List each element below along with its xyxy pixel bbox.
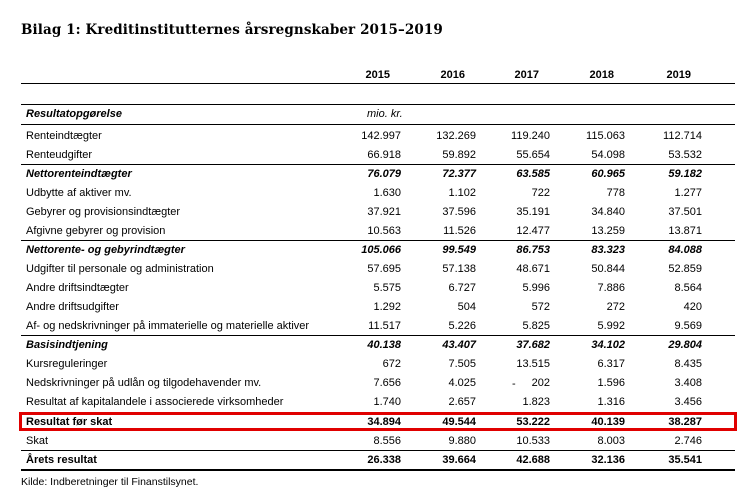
table-bottom-rule [21, 469, 735, 471]
table-row [21, 355, 735, 373]
row-value: 57.695 [367, 263, 401, 275]
table-row [21, 298, 735, 316]
row-value: 63.585 [516, 168, 550, 180]
row-value: 84.088 [668, 244, 702, 256]
row-value: 202 [531, 377, 550, 389]
row-value: 7.886 [597, 282, 625, 294]
row-label: Basisindtjening [26, 339, 108, 351]
row-value: 72.377 [442, 168, 476, 180]
row-value: 3.456 [674, 396, 702, 408]
row-value: 13.871 [668, 225, 702, 237]
row-label: Udgifter til personale og administration [26, 263, 214, 275]
row-value: 115.063 [586, 130, 625, 142]
row-value: 83.323 [591, 244, 625, 256]
row-value: 105.066 [361, 244, 401, 256]
row-value: 55.654 [516, 149, 550, 161]
page-title: Bilag 1: Kreditinstitutternes årsregnskaber 2015–2019 [21, 22, 443, 38]
row-value: 66.918 [367, 149, 401, 161]
row-value: 8.435 [674, 358, 702, 370]
row-value: 59.182 [668, 168, 702, 180]
year-header-2018: 2018 [589, 69, 614, 81]
row-value: 8.564 [674, 282, 702, 294]
row-value: 60.965 [591, 168, 625, 180]
highlight-box [19, 412, 737, 431]
row-value: 48.671 [516, 263, 550, 275]
row-value: 1.292 [373, 301, 401, 313]
table-row [21, 260, 735, 278]
year-header-2017: 2017 [514, 69, 539, 81]
row-value: 26.338 [367, 454, 401, 466]
row-value: 37.921 [367, 206, 401, 218]
row-value: 11.526 [443, 225, 476, 237]
row-value: 99.549 [442, 244, 476, 256]
row-value: 35.541 [668, 454, 702, 466]
row-value: 13.515 [516, 358, 550, 370]
table-row [21, 241, 735, 259]
row-value: 13.259 [591, 225, 625, 237]
row-value: 34.840 [591, 206, 625, 218]
row-label: Resultat før skat [26, 416, 113, 428]
row-value: 53.532 [668, 149, 702, 161]
row-value: 1.102 [448, 187, 476, 199]
row-value: 119.240 [511, 130, 550, 142]
table-row [21, 203, 735, 221]
row-value: 504 [457, 301, 476, 313]
row-value: 8.556 [373, 435, 401, 447]
row-value: 9.569 [674, 320, 702, 332]
row-value: 112.714 [663, 130, 702, 142]
row-value: 420 [683, 301, 702, 313]
row-value: 12.477 [516, 225, 550, 237]
year-header-2019: 2019 [666, 69, 691, 81]
row-value: 10.533 [516, 435, 550, 447]
row-label: Renteudgifter [26, 149, 93, 161]
section-rule [21, 104, 735, 105]
row-value: 6.317 [597, 358, 625, 370]
row-value: 49.544 [442, 416, 476, 428]
row-value: 34.894 [367, 416, 401, 428]
row-value: 5.226 [448, 320, 476, 332]
row-value: 40.138 [367, 339, 401, 351]
row-label: Af- og nedskrivninger på immaterielle og materielle aktiver [26, 320, 310, 332]
row-value: 5.825 [522, 320, 550, 332]
unit-label: mio. kr. [367, 108, 403, 120]
row-value: 59.892 [442, 149, 476, 161]
table-row [21, 374, 735, 392]
row-value: 132.269 [436, 130, 476, 142]
row-label: Resultat af kapitalandele i associerede virksomheder [26, 396, 284, 408]
row-value: 5.992 [597, 320, 625, 332]
row-value: 76.079 [367, 168, 401, 180]
row-value: 6.727 [448, 282, 476, 294]
row-value: 1.316 [597, 396, 625, 408]
row-value: 11.517 [368, 320, 401, 332]
row-value: 10.563 [367, 225, 401, 237]
row-value: 57.138 [442, 263, 476, 275]
table-row [21, 432, 735, 450]
row-label: Nettorente- og gebyrindtægter [26, 244, 185, 256]
header-rule [21, 83, 735, 84]
table-row [21, 184, 735, 202]
row-value: 4.025 [448, 377, 476, 389]
row-value: 37.596 [442, 206, 476, 218]
row-value: 52.859 [668, 263, 702, 275]
row-value: 272 [606, 301, 625, 313]
table-row [21, 451, 735, 469]
row-value: 572 [531, 301, 550, 313]
row-value: 7.656 [373, 377, 401, 389]
row-value: 9.880 [448, 435, 476, 447]
row-value: 38.287 [668, 416, 702, 428]
row-value: 2.746 [674, 435, 702, 447]
row-value: 34.102 [591, 339, 625, 351]
row-value: 53.222 [516, 416, 550, 428]
row-value: 722 [531, 187, 550, 199]
row-value: 54.098 [591, 149, 625, 161]
year-header-2016: 2016 [440, 69, 465, 81]
row-value: 35.191 [516, 206, 550, 218]
row-label: Andre driftsudgifter [26, 301, 119, 313]
section-title: Resultatopgørelse [26, 108, 122, 120]
table-row [21, 336, 735, 354]
row-value: 1.596 [597, 377, 625, 389]
row-value: 37.501 [668, 206, 702, 218]
row-value: 1.823 [522, 396, 550, 408]
row-label: Nedskrivninger på udlån og tilgodehavender mv. [26, 377, 262, 389]
table-row [21, 127, 735, 145]
row-value: 8.003 [597, 435, 625, 447]
row-value: 42.688 [516, 454, 550, 466]
row-value: 29.804 [668, 339, 702, 351]
table-row [21, 146, 735, 164]
year-header-2015: 2015 [365, 69, 390, 81]
row-value: 5.996 [522, 282, 550, 294]
row-label: Andre driftsindtægter [26, 282, 129, 294]
table-row [21, 317, 735, 335]
row-label: Renteindtægter [26, 130, 102, 142]
row-value: 1.630 [373, 187, 401, 199]
row-value: 3.408 [674, 377, 702, 389]
row-label: Udbytte af aktiver mv. [26, 187, 132, 199]
table-row [21, 165, 735, 183]
table-row [21, 222, 735, 240]
row-value: 37.682 [516, 339, 550, 351]
row-value: 86.753 [516, 244, 550, 256]
row-label: Kursreguleringer [26, 358, 108, 370]
table-row [21, 279, 735, 297]
row-label: Afgivne gebyrer og provision [26, 225, 166, 237]
row-value: 1.277 [674, 187, 702, 199]
row-value: 5.575 [373, 282, 401, 294]
row-value: 7.505 [448, 358, 476, 370]
dash-mark: - [512, 378, 516, 390]
row-value: 50.844 [591, 263, 625, 275]
row-value: 32.136 [591, 454, 625, 466]
table-row [21, 393, 735, 411]
table-top-rule [21, 124, 735, 125]
row-label: Årets resultat [26, 454, 97, 466]
row-value: 1.740 [373, 396, 401, 408]
row-value: 142.997 [361, 130, 401, 142]
row-value: 2.657 [448, 396, 476, 408]
row-label: Nettorenteindtægter [26, 168, 132, 180]
row-value: 672 [382, 358, 401, 370]
row-label: Skat [26, 435, 49, 447]
row-value: 778 [606, 187, 625, 199]
source-note: Kilde: Indberetninger til Finanstilsynet. [21, 476, 199, 488]
row-value: 40.139 [591, 416, 625, 428]
row-label: Gebyrer og provisionsindtægter [26, 206, 181, 218]
row-value: 39.664 [442, 454, 476, 466]
row-value: 43.407 [442, 339, 476, 351]
